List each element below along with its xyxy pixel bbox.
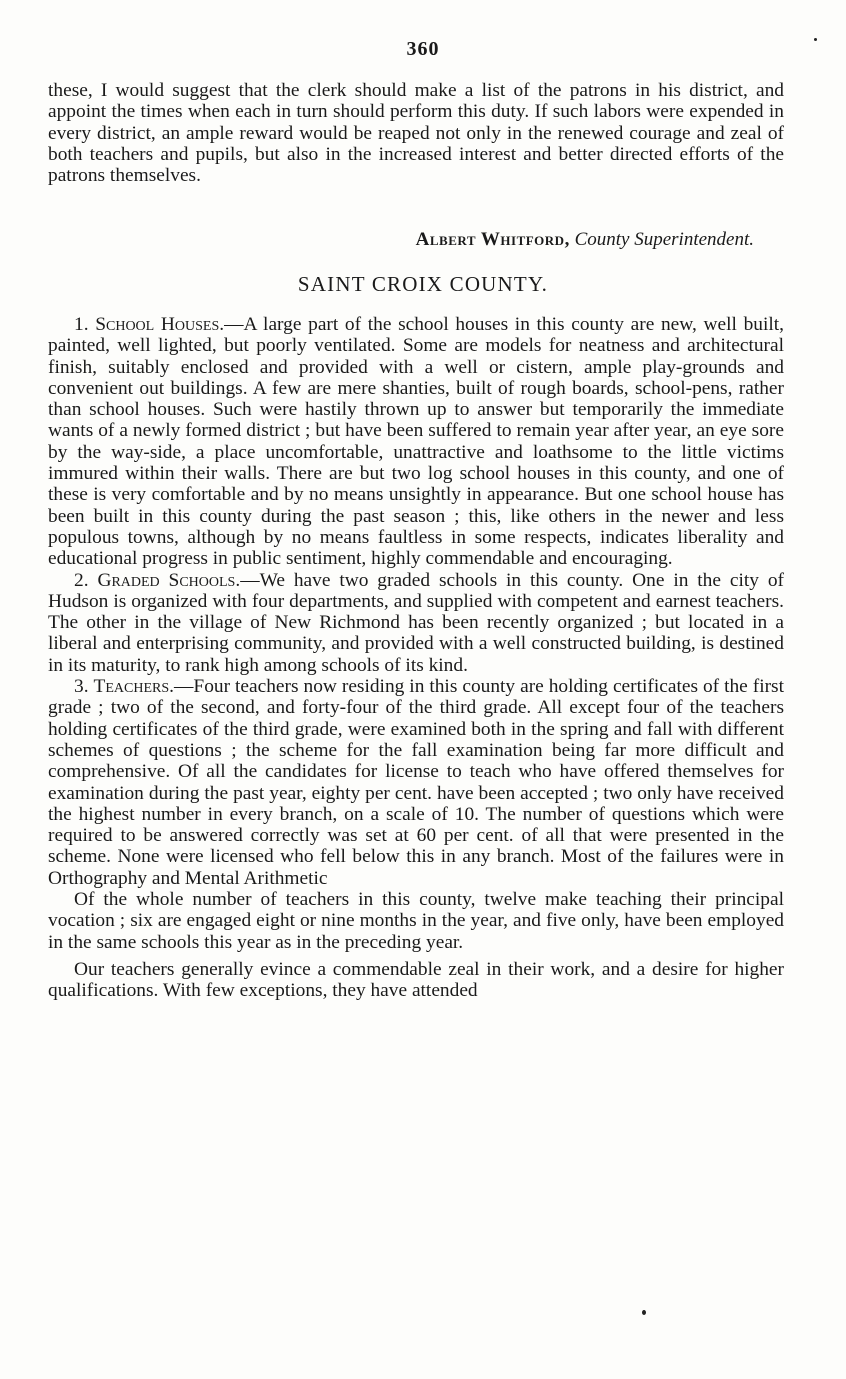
section-graded-schools <box>48 570 784 676</box>
section-heading: Graded Schools. <box>97 569 241 591</box>
section-number: 1. <box>74 314 89 335</box>
section-text: —Four teachers now residing in this county are holding certificates of the first grade ; two of the second, and forty-four of the third grade. All except four of the teachers holding certificates of the third grade, were examined both in the spring and fall with different schemes of questions ; the scheme for the fall examination being far more difficult and comprehensive. Of all the candidates for license to teach who have offered themselves for examination during the past year, eighty per cent. have been accepted ; two only have received the highest number in every branch, on a scale of 10. The number of questions which were required to be answered correctly was set at 60 per cent. of all that were presented in the scheme. None were licensed who fell below this in any branch. Most of the failures were in Orthography and Mental Arithmetic <box>48 676 784 889</box>
signature-title: County Superintendent. <box>574 229 754 250</box>
section-heading: Teachers. <box>93 676 175 698</box>
intro-paragraph: these, I would suggest that the clerk should make a list of the patrons in his district, and appoint the times when each in turn should perform this duty. If such labors were expended in every district, an ample reward would be reaped not only in the renewed courage and zeal of both teachers and pupils, but also in the increased interest and better directed efforts of the patrons themselves. <box>48 80 784 187</box>
signature <box>416 229 754 251</box>
closing-paragraph-1: Of the whole number of teachers in this county, twelve make teaching their principal vocation ; six are engaged eight or nine months in the year, and five only, have been employed in the same schools this year as in the preceding year. <box>48 889 784 953</box>
section-school-houses <box>48 314 784 570</box>
section-number: 3. <box>74 676 89 698</box>
section-text: —We have two graded schools in this county. One in the city of Hudson is organized with four departments, and supplied with competent and earnest teachers. The other in the village of New Richmond has been recently organized ; but located in a liberal and enterprising community, and provided with a well constructed building, is destined in its maturity, to rank high among schools of its kind. <box>48 569 784 676</box>
ink-speck <box>642 1310 646 1315</box>
sections-body <box>48 314 784 1002</box>
section-heading: School Houses. <box>95 314 225 335</box>
signature-name: Albert Whitford, <box>415 229 570 250</box>
section-number: 2. <box>74 569 89 591</box>
section-teachers <box>48 676 784 889</box>
ink-speck <box>814 38 817 41</box>
county-title: SAINT CROIX COUNTY. <box>297 272 549 296</box>
section-text: —A large part of the school houses in this county are new, well built, painted, well lighted, but poorly ventilated. Some are models for neatness and architectural finish, suitably enclosed and provided with a well or cistern, ample play-grounds and convenient out buildings. A few are mere shanties, built of rough boards, school-pens, rather than school houses. Such were hastily thrown up to answer but temporarily the immediate wants of a newly formed district ; but have been suffered to remain year after year, an eye sore by the way-side, a place uncomfortable, unattractive and loathsome to the little victims immured within their walls. There are but two log school houses in this county, and one of these is very comfortable and by no means unsightly in appearance. But one school house has been built in this county during the past season ; this, like others in the newer and less populous towns, although by no means faultless in some respects, indicates liberality and educational progress in public sentiment, highly commendable and encouraging. <box>48 314 784 570</box>
page-number: 360 <box>406 38 440 60</box>
closing-paragraph-2: Our teachers generally evince a commendable zeal in their work, and a desire for higher qualifications. With few exceptions, they have attended <box>48 958 784 1002</box>
